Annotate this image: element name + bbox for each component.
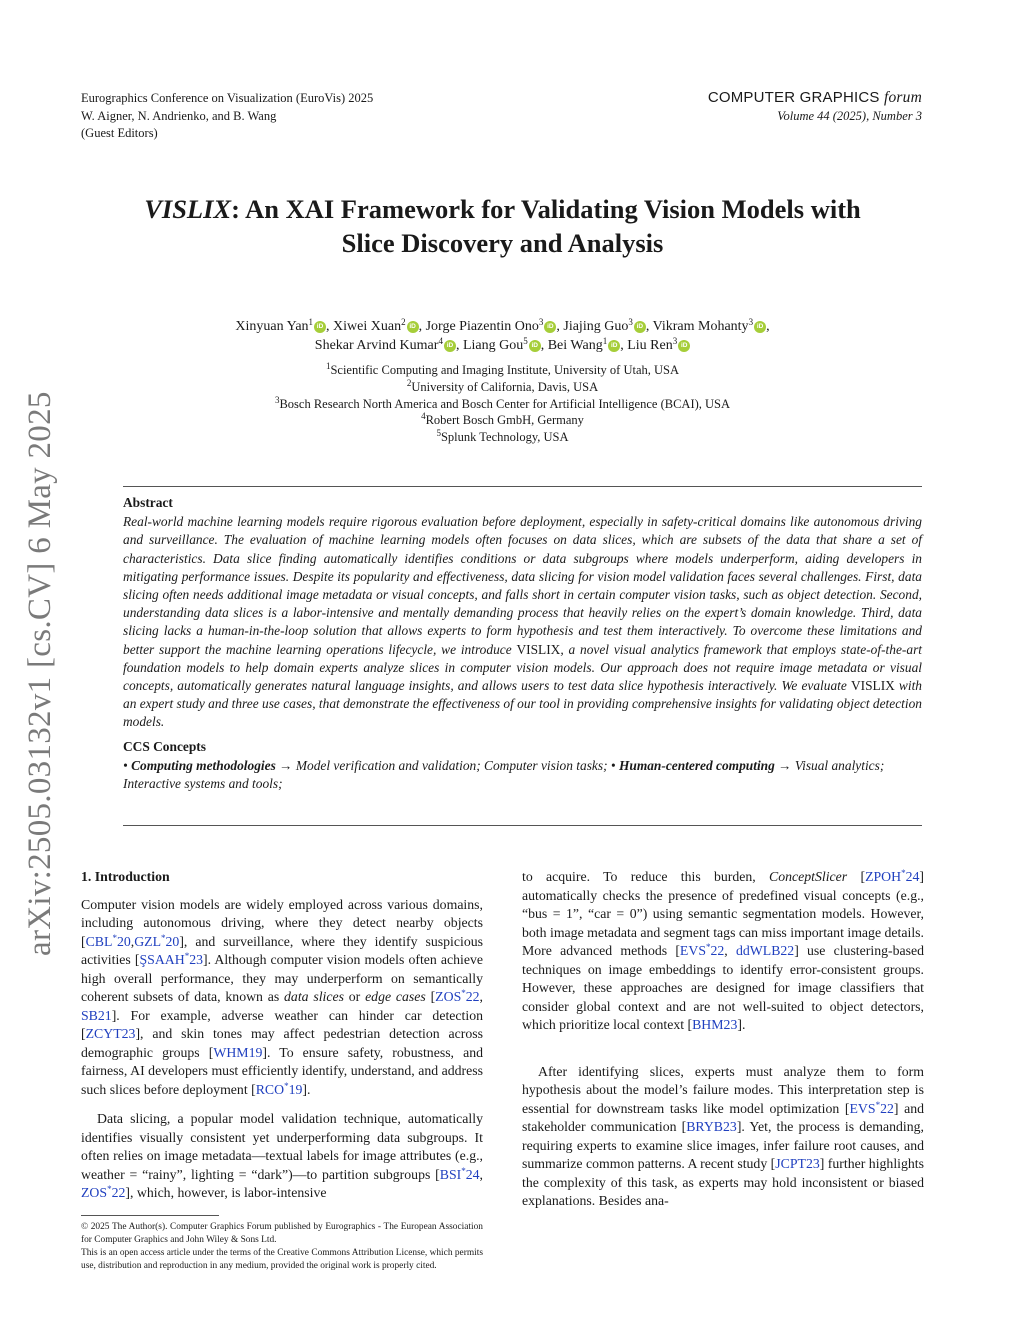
guest-editors: W. Aigner, N. Andrienko, and B. Wang [81, 108, 277, 123]
author[interactable]: Xiwei Xuan$^2$ iD [333, 319, 419, 334]
abstract-text: Real-world machine learning models require rigorous evaluation before deployment, especially in safety-critical domains like autonomous driving and surveillance. The evaluation of machine learning models often focuses on data slices, which are subsets of the data that share a set of characteristics. Data slice finding automatically identifies conditions or data subgroups where models underperform, aiding developers in mitigating performance issues. Despite its popularity and effectiveness, data slicing for vision model validation faces several challenges. First, data slicing often needs additional image metadata or visual concepts, and falls short in certain computer vision tasks, such as object detection. Second, understanding data slices is a labor-intensive and mentally demanding process that heavily relies on the expert’s domain knowledge. Third, data slicing lacks a human-in-the-loop solution that allows experts to form hypothesis and test them interactively. To overcome these limitations and better support the machine learning operations lifecycle, we introduce VISLIX, a novel visual analytics framework that employs state-of-the-art foundation models to help domain experts analyze slices in computer vision models. Our approach does not require image metadata or visual concepts, automatically generates natural language insights, and allows users to test data slice hypothesis interactively. We evaluate VISLIX with an expert study and three use cases, that demonstrate the effectiveness of our tool in providing comprehensive insights for validating object detection models. [123, 514, 923, 730]
citation-link[interactable]: SB21 [81, 1007, 112, 1023]
copyright-line: © 2025 The Author(s). Computer Graphics Forum published by Eurographics - The European Association for Computer Graphics and John Wiley & Sons Ltd. [81, 1222, 483, 1245]
affiliation: $^2$University of California, Davis, USA [406, 377, 599, 394]
citation-link[interactable]: ŞSAAH*23 [139, 951, 204, 967]
paragraph: Computer vision models are widely employed across various domains, including autonomous driving, where they detect nearby objects [CBL*20,GZL*20], and surveillance, where they identify suspicious activities [ŞSAAH*23]. Although computer vision models often achieve high overall performance, they may underperform on semantically coherent subsets of data, known as data slices or edge cases [ZOS*22, SB21]. For example, adverse weather can hinder car detection [ZCYT23], and skin tones may affect pedestrian detection across demographic groups [WHM19]. To ensure safety, robustness, and fairness, AI developers must efficiently identify, understand, and address such slices before deployment [RCO*19]. [81, 896, 483, 1097]
abstract-block [123, 494, 922, 793]
citation-link[interactable]: BSI*24 [439, 1165, 480, 1182]
footnote-rule [81, 1215, 219, 1216]
citation-link[interactable]: ZCYT23 [85, 1026, 136, 1041]
guest-editors-role: (Guest Editors) [81, 126, 158, 140]
license-line: This is an open access article under the terms of the Creative Commons Attribution License, which permits use, distribution and reproduction in any medium, provided the original work is properly cited. [81, 1248, 483, 1271]
citation-link[interactable]: ZPOH*24 [865, 868, 920, 884]
citation-link[interactable]: ZOS*22 [435, 988, 480, 1004]
orcid-icon[interactable]: iD [608, 340, 620, 352]
affiliation-list [81, 362, 924, 446]
paragraph: Data slicing, a popular model validation technique, automatically identifies visually consistent yet underperforming data subgroups. It often relies on image metadata—textual labels for image attributes (e.g., weather = “rainy”, lighting = “dark”)—to partition subgroups [BSI*24, ZOS*22], which, however, is labor-intensive [81, 1111, 483, 1200]
journal-volume: Volume 44 (2025), Number 3 [777, 109, 922, 123]
citation-link[interactable]: EVS*22 [679, 942, 725, 958]
citation-link[interactable]: BRYB23 [686, 1119, 737, 1134]
arrow-icon: → [279, 757, 293, 773]
running-header-left [81, 90, 373, 143]
section-heading-introduction: 1. Introduction [81, 869, 170, 884]
paragraph: After identifying slices, experts must analyze them to form hypothesis about the model’s failure modes. This interpretation step is essential for downstream tasks like model optimization [EVS*22] and stakeholder communication [BRYB23]. Yet, the process is demanding, requiring experts to examine slice images, infer failure root causes, and summarize common patterns. A recent study [JCPT23] further highlights the complexity of this task, as experts may hold inconsistent or biased explanations. Besides ana- [522, 1063, 924, 1208]
body-column-right [522, 868, 924, 1211]
orcid-icon[interactable]: iD [754, 321, 766, 333]
ccs-text: • Computing methodologies → Model verification and validation; Computer vision tasks; • Human-centered computing → Visual analytics; Interactive systems and tools; [123, 757, 885, 792]
abstract-top-rule [123, 486, 922, 487]
paper-title: VISLIX: An XAI Framework for Validating Vision Models with Slice Discovery and Analysis [144, 194, 861, 258]
arrow-icon: → [778, 757, 792, 773]
copyright-footnote [81, 1221, 483, 1273]
author[interactable]: Vikram Mohanty$^3$ iD [653, 319, 766, 334]
citation-link[interactable]: WHM19 [213, 1044, 263, 1060]
paragraph: to acquire. To reduce this burden, ConceptSlicer [ZPOH*24] automatically checks the presence of predefined visual concepts (e.g., “bus = 1”, “car = 0”) using semantic segmentation models. However, both image metadata and segment tags can miss important image details. More advanced methods [EVS*22, ddWLB22] use clustering-based techniques on image embeddings to identify error-consistent groups. However, these approaches are designed for image classifiers that consider global context and are not well-suited to object detectors, which prioritize local context [BHM23]. [522, 868, 924, 1032]
arxiv-stamp: arXiv:2505.03132v1 [cs.CV] 6 May 2025 [22, 391, 58, 956]
author[interactable]: Jiajing Guo$^3$ iD [563, 319, 645, 334]
orcid-icon[interactable]: iD [444, 340, 456, 352]
abstract-bottom-rule [123, 825, 922, 826]
orcid-icon[interactable]: iD [529, 340, 541, 352]
author[interactable]: Liang Gou$^5$ iD [463, 338, 541, 353]
abstract-heading: Abstract [123, 495, 173, 510]
journal-name: COMPUTER GRAPHICS forum [707, 89, 922, 106]
running-header-right [708, 89, 922, 124]
conference-name: Eurographics Conference on Visualization (EuroVis) 2025 [81, 91, 374, 105]
citation-link[interactable]: GZL*20 [134, 932, 180, 949]
affiliation: $^4$Robert Bosch GmbH, Germany [421, 411, 584, 428]
citation-link[interactable]: CBL*20 [85, 932, 131, 949]
author[interactable]: Bei Wang$^1$ iD [548, 338, 621, 353]
author[interactable]: Shekar Arvind Kumar$^4$ iD [315, 338, 456, 353]
affiliation: $^1$Scientific Computing and Imaging Institute, University of Utah, USA [325, 361, 680, 377]
affiliation: $^5$Splunk Technology, USA [436, 428, 569, 445]
orcid-icon[interactable]: iD [314, 321, 326, 333]
orcid-icon[interactable]: iD [634, 321, 646, 333]
citation-link[interactable]: JCPT23 [775, 1156, 820, 1171]
citation-link[interactable]: ZOS*22 [81, 1184, 126, 1200]
orcid-icon[interactable]: iD [678, 340, 690, 352]
affiliation: $^3$Bosch Research North America and Bosch Center for Artificial Intelligence (BCAI), USA [274, 394, 731, 411]
ccs-concepts [123, 738, 922, 794]
ccs-heading: CCS Concepts [123, 738, 206, 754]
citation-link[interactable]: ddWLB22 [735, 943, 795, 958]
citation-link[interactable]: EVS*22 [849, 1099, 894, 1116]
orcid-icon[interactable]: iD [407, 321, 419, 333]
author[interactable]: Xinyuan Yan$^1$ iD [235, 319, 326, 334]
author[interactable]: Liu Ren$^3$ iD [627, 338, 690, 353]
author[interactable]: Jorge Piazentin Ono$^3$ iD [426, 319, 557, 334]
orcid-icon[interactable]: iD [544, 321, 556, 333]
citation-link[interactable]: RCO*19 [255, 1080, 303, 1097]
citation-link[interactable]: BHM23 [692, 1017, 738, 1032]
body-column-left [81, 868, 483, 1203]
author-list: Xinyuan Yan$^1$ iD , Xiwei Xuan$^2$ iD , Jorge Piazentin Ono$^3$ iD , Jiajing Guo$^3$ iD , Vikram Mohanty$^3$ iD , Shekar Arvind Kumar$^4$ iD , Liang Gou$^5$ iD , Bei Wang$^1$ iD , Liu Ren$^3$ iD [235, 317, 770, 353]
